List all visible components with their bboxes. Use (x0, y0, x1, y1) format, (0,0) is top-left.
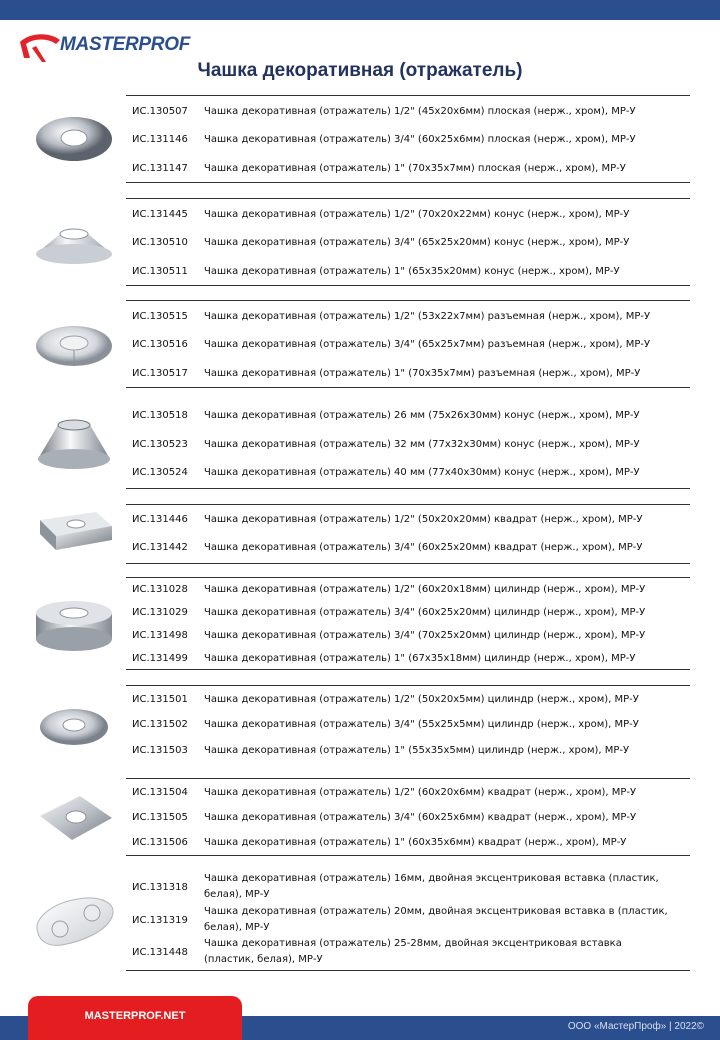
item-code: ИС.130523 (132, 439, 188, 450)
item-description: Чашка декоративная (отражатель) 1" (55х35х5мм) цилиндр (нерж., хром), МР-У (204, 745, 630, 756)
item-code: ИС.131319 (132, 915, 188, 926)
item-code: ИС.131501 (132, 694, 188, 705)
item-description: Чашка декоративная (отражатель) 1/2" (70х20х22мм) конус (нерж., хром), МР-У (204, 209, 630, 220)
item-description: Чашка декоративная (отражатель) 1" (70х35х7мм) плоская (нерж., хром), МР-У (204, 163, 626, 174)
divider (126, 285, 690, 286)
item-description: Чашка декоративная (отражатель) 3/4" (55х25х5мм) цилиндр (нерж., хром), МР-У (204, 719, 639, 730)
product-group-cone (16, 198, 690, 286)
item-code: ИС.131505 (132, 812, 188, 823)
item-code: ИС.131502 (132, 719, 188, 730)
footer-site-link[interactable]: MASTERPROF.NET (84, 1010, 186, 1022)
cylinder-escutcheon-image (26, 591, 122, 657)
flat-escutcheon-image (26, 111, 122, 167)
item-code: ИС.131506 (132, 837, 188, 848)
product-group-split (16, 300, 690, 388)
item-description: Чашка декоративная (отражатель) 3/4" (60х25х6мм) плоская (нерж., хром), МР-У (204, 134, 636, 145)
product-group-flat (16, 95, 690, 183)
product-group-flat-square (16, 778, 690, 856)
divider (126, 778, 690, 779)
item-code: ИС.130515 (132, 311, 188, 322)
product-group-square-tall (16, 504, 690, 564)
item-code: ИС.131029 (132, 607, 188, 618)
item-code: ИС.130510 (132, 237, 188, 248)
item-description: Чашка декоративная (отражатель) 16мм, двойная эксцентриковая вставка (пластик, белая), МР-У (204, 873, 659, 900)
item-description: Чашка декоративная (отражатель) 3/4" (65х25х20мм) конус (нерж., хром), МР-У (204, 237, 630, 248)
divider (126, 198, 690, 199)
top-bar (0, 0, 720, 20)
item-description: Чашка декоративная (отражатель) 26 мм (75х26х30мм) конус (нерж., хром), МР-У (204, 410, 640, 421)
divider (126, 95, 690, 96)
item-description: Чашка декоративная (отражатель) 1" (67х35х18мм) цилиндр (нерж., хром), МР-У (204, 653, 636, 664)
divider (126, 300, 690, 301)
item-code: ИС.131028 (132, 584, 188, 595)
item-code: ИС.130507 (132, 106, 188, 117)
divider (126, 577, 690, 578)
item-description: Чашка декоративная (отражатель) 3/4" (65х25х7мм) разъемная (нерж., хром), МР-У (204, 339, 651, 350)
footer-copyright: ООО «МастерПроф» | 2022© (567, 1021, 704, 1032)
item-code: ИС.131499 (132, 653, 188, 664)
item-description: Чашка декоративная (отражатель) 1" (60х35х6мм) квадрат (нерж., хром), МР-У (204, 837, 627, 848)
product-group-tall-cone (16, 401, 690, 489)
item-description: Чашка декоративная (отражатель) 3/4" (60х25х6мм) квадрат (нерж., хром), МР-У (204, 812, 637, 823)
item-code: ИС.131503 (132, 745, 188, 756)
divider (126, 685, 690, 686)
item-description: Чашка декоративная (отражатель) 1/2" (60х20х6мм) квадрат (нерж., хром), МР-У (204, 787, 637, 798)
divider (126, 669, 690, 670)
item-description: Чашка декоративная (отражатель) 3/4" (70х25х20мм) цилиндр (нерж., хром), МР-У (204, 630, 646, 641)
divider (126, 563, 690, 564)
item-code: ИС.130511 (132, 266, 188, 277)
item-code: ИС.131445 (132, 209, 188, 220)
item-code: ИС.130524 (132, 467, 188, 478)
item-code: ИС.131146 (132, 134, 188, 145)
product-group-double-eccentric (16, 867, 690, 971)
item-description: Чашка декоративная (отражатель) 1" (70х35х7мм) разъемная (нерж., хром), МР-У (204, 368, 641, 379)
item-description: Чашка декоративная (отражатель) 20мм, двойная эксцентриковая вставка в (пластик, белая), МР-У (204, 906, 668, 933)
item-description: Чашка декоративная (отражатель) 40 мм (77х40х30мм) конус (нерж., хром), МР-У (204, 467, 640, 478)
divider (126, 855, 690, 856)
item-description: Чашка декоративная (отражатель) 32 мм (77х32х30мм) конус (нерж., хром), МР-У (204, 439, 640, 450)
flat-square-escutcheon-image (26, 790, 122, 846)
page-title: Чашка декоративная (отражатель) (197, 60, 523, 81)
divider (126, 970, 690, 971)
item-code: ИС.131442 (132, 542, 188, 553)
double-eccentric-escutcheon-image (26, 889, 122, 951)
item-code: ИС.131504 (132, 787, 188, 798)
item-code: ИС.130518 (132, 410, 188, 421)
item-description: Чашка декоративная (отражатель) 1/2" (60х20х18мм) цилиндр (нерж., хром), МР-У (204, 584, 646, 595)
square-escutcheon-image (26, 506, 122, 560)
item-code: ИС.130517 (132, 368, 188, 379)
item-code: ИС.131446 (132, 514, 188, 525)
item-description: Чашка декоративная (отражатель) 3/4" (60х25х20мм) квадрат (нерж., хром), МР-У (204, 542, 643, 553)
divider (126, 488, 690, 489)
tall-cone-escutcheon-image (26, 411, 122, 477)
item-description: Чашка декоративная (отражатель) 1/2" (45х20х6мм) плоская (нерж., хром), МР-У (204, 106, 636, 117)
item-description: Чашка декоративная (отражатель) 1/2" (53х22х7мм) разъемная (нерж., хром), МР-У (204, 311, 651, 322)
item-code: ИС.131147 (132, 163, 188, 174)
item-description: Чашка декоративная (отражатель) 1/2" (50х20х20мм) квадрат (нерж., хром), МР-У (204, 514, 643, 525)
split-escutcheon-image (26, 316, 122, 372)
item-description: Чашка декоративная (отражатель) 1/2" (50х20х5мм) цилиндр (нерж., хром), МР-У (204, 694, 639, 705)
product-group-cylinder (16, 577, 690, 670)
item-code: ИС.131498 (132, 630, 188, 641)
cone-escutcheon-image (26, 212, 122, 272)
thin-cylinder-escutcheon-image (26, 699, 122, 751)
item-code: ИС.131318 (132, 882, 188, 893)
item-description: Чашка декоративная (отражатель) 3/4" (60х25х20мм) цилиндр (нерж., хром), МР-У (204, 607, 646, 618)
divider (126, 182, 690, 183)
product-group-thin-cylinder (16, 685, 690, 765)
divider (126, 387, 690, 388)
item-description: Чашка декоративная (отражатель) 1" (65х35х20мм) конус (нерж., хром), МР-У (204, 266, 620, 277)
item-description: Чашка декоративная (отражатель) 25-28мм, двойная эксцентриковая вставка (пластик, белая), МР-У (204, 938, 622, 965)
item-code: ИС.130516 (132, 339, 188, 350)
item-code: ИС.131448 (132, 947, 188, 958)
brand-name: MASTERPROF (60, 34, 191, 55)
divider (126, 504, 690, 505)
